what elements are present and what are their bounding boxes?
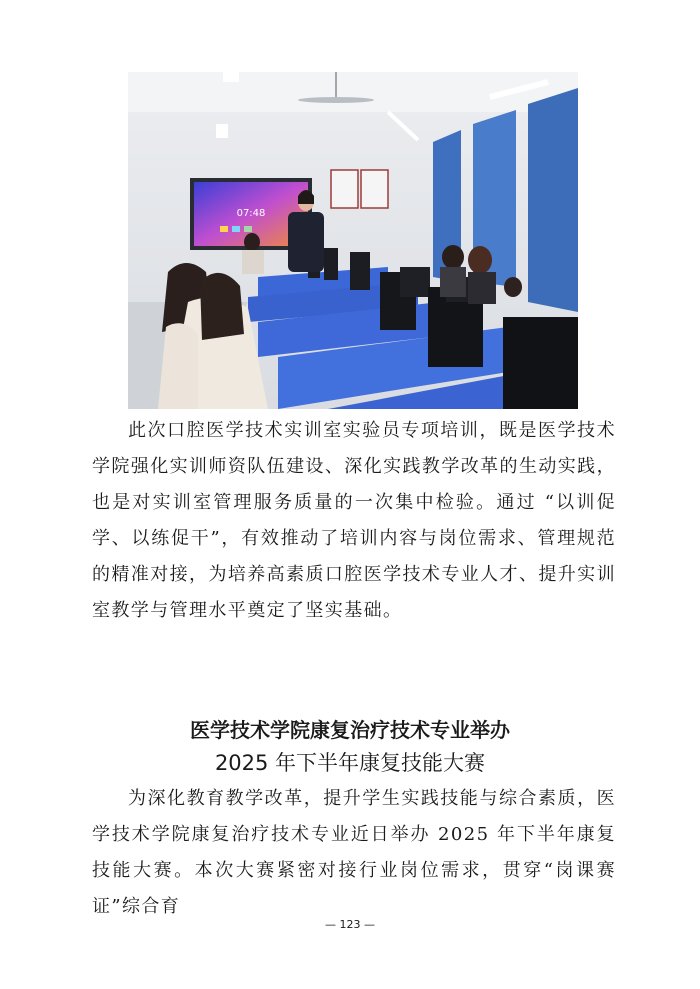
- section-heading-line-2: 2025 年下半年康复技能大赛: [214, 751, 486, 775]
- page-number: — 123 —: [325, 918, 375, 931]
- paragraph-competition-intro: 为深化教育教学改革，提升学生实践技能与综合素质，医学技术学院康复治疗技术专业近日举办 2025 年下半年康复技能大赛。本次大赛紧密对接行业岗位需求，贯穿“岗课赛证”综合育: [92, 788, 616, 917]
- screen-clock: 07:48: [236, 208, 266, 219]
- training-room-photo: [128, 72, 578, 409]
- classroom-scene-illustration: [128, 72, 578, 409]
- paragraph-training-summary: 此次口腔医学技术实训室实验员专项培训，既是医学技术学院强化实训师资队伍建设、深化实践教学改革的生动实践，也是对实训室管理服务质量的一次集中检验。通过 “以训促学、以练促干”，有效推动了培训内容与岗位需求、管理规范的精准对接，为培养高素质口腔医学技术专业人才、提升实训室教学与管理水平奠定了坚实基础。: [92, 420, 616, 621]
- section-heading-line-1: 医学技术学院康复治疗技术专业举办: [190, 718, 510, 742]
